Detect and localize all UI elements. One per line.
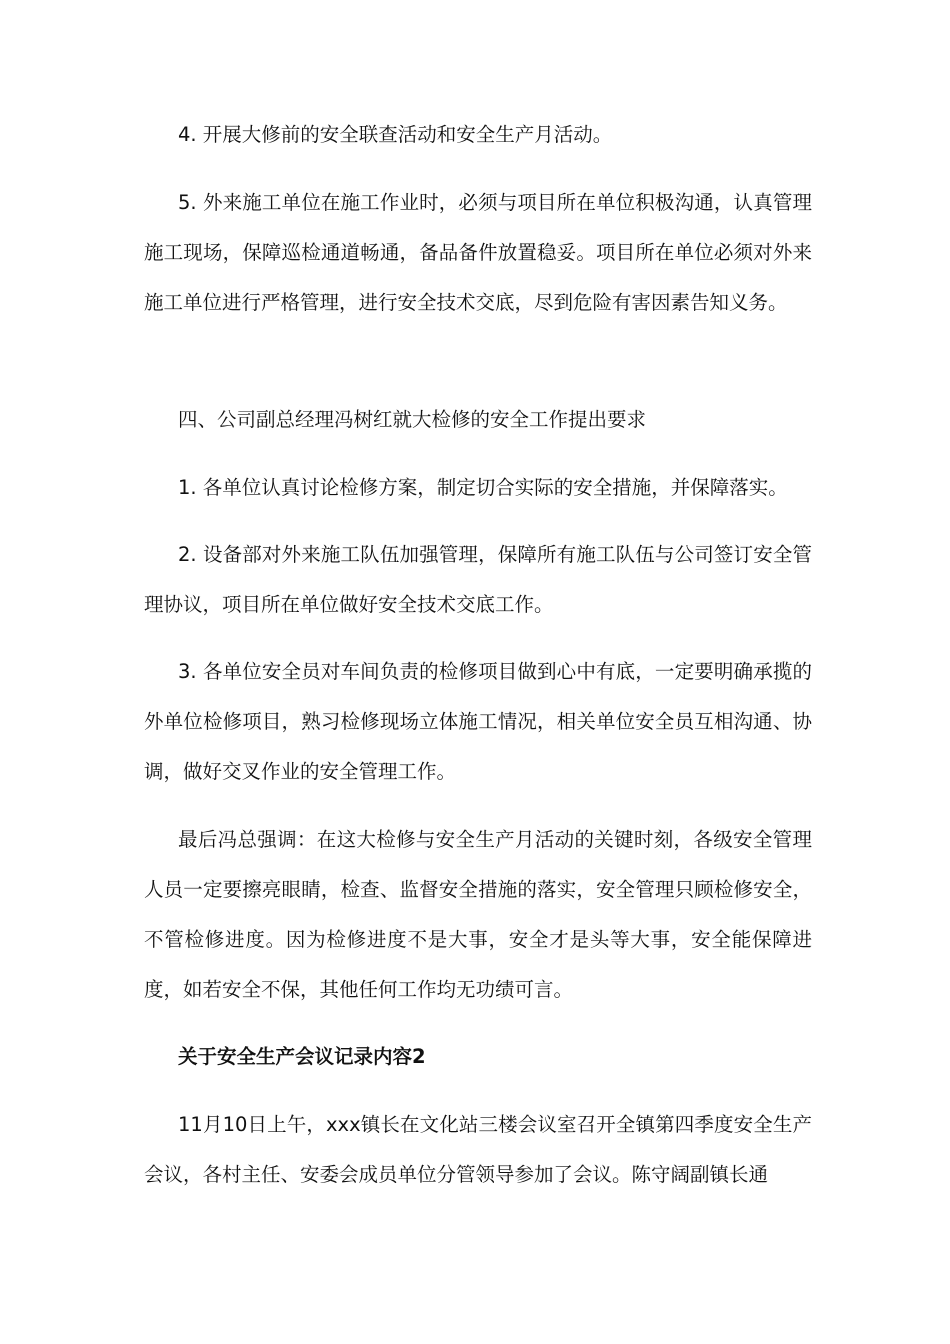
paragraph-conclusion: 最后冯总强调：在这大检修与安全生产月活动的关键时刻，各级安全管理人员一定要擦亮眼睛，检查、监督安全措施的落实，安全管理只顾检修安全，不管检修进度。因为检修进度不是大事，安全才是头等大事，安全能保障进度，如若安全不保，其他任何工作均无功绩可言。	[144, 828, 812, 1001]
section-heading-four: 四、公司副总经理冯树红就大检修的安全工作提出要求	[178, 408, 647, 431]
paragraph-requirement-2: 2. 设备部对外来施工队伍加强管理，保障所有施工队伍与公司签订安全管理协议，项目所在单位做好安全技术交底工作。	[144, 543, 812, 616]
section-title-record-2: 关于安全生产会议记录内容2	[178, 1045, 426, 1068]
paragraph-requirement-1: 1. 各单位认真讨论检修方案，制定切合实际的安全措施，并保障落实。	[178, 476, 788, 499]
paragraph-item-4: 4. 开展大修前的安全联查活动和安全生产月活动。	[178, 123, 613, 146]
paragraph-requirement-3: 3. 各单位安全员对车间负责的检修项目做到心中有底，一定要明确承揽的外单位检修项目，熟习检修现场立体施工情况，相关单位安全员互相沟通、协调，做好交叉作业的安全管理工作。	[144, 660, 812, 783]
paragraph-item-5: 5. 外来施工单位在施工作业时，必须与项目所在单位积极沟通，认真管理施工现场，保障巡检通道畅通，备品备件放置稳妥。项目所在单位必须对外来施工单位进行严格管理，进行安全技术交底，尽到危险有害因素告知义务。	[144, 191, 812, 314]
paragraph-meeting-intro: 11月10日上午，xxx镇长在文化站三楼会议室召开全镇第四季度安全生产会议，各村主任、安委会成员单位分管领导参加了会议。陈守阔副镇长通	[144, 1113, 812, 1186]
